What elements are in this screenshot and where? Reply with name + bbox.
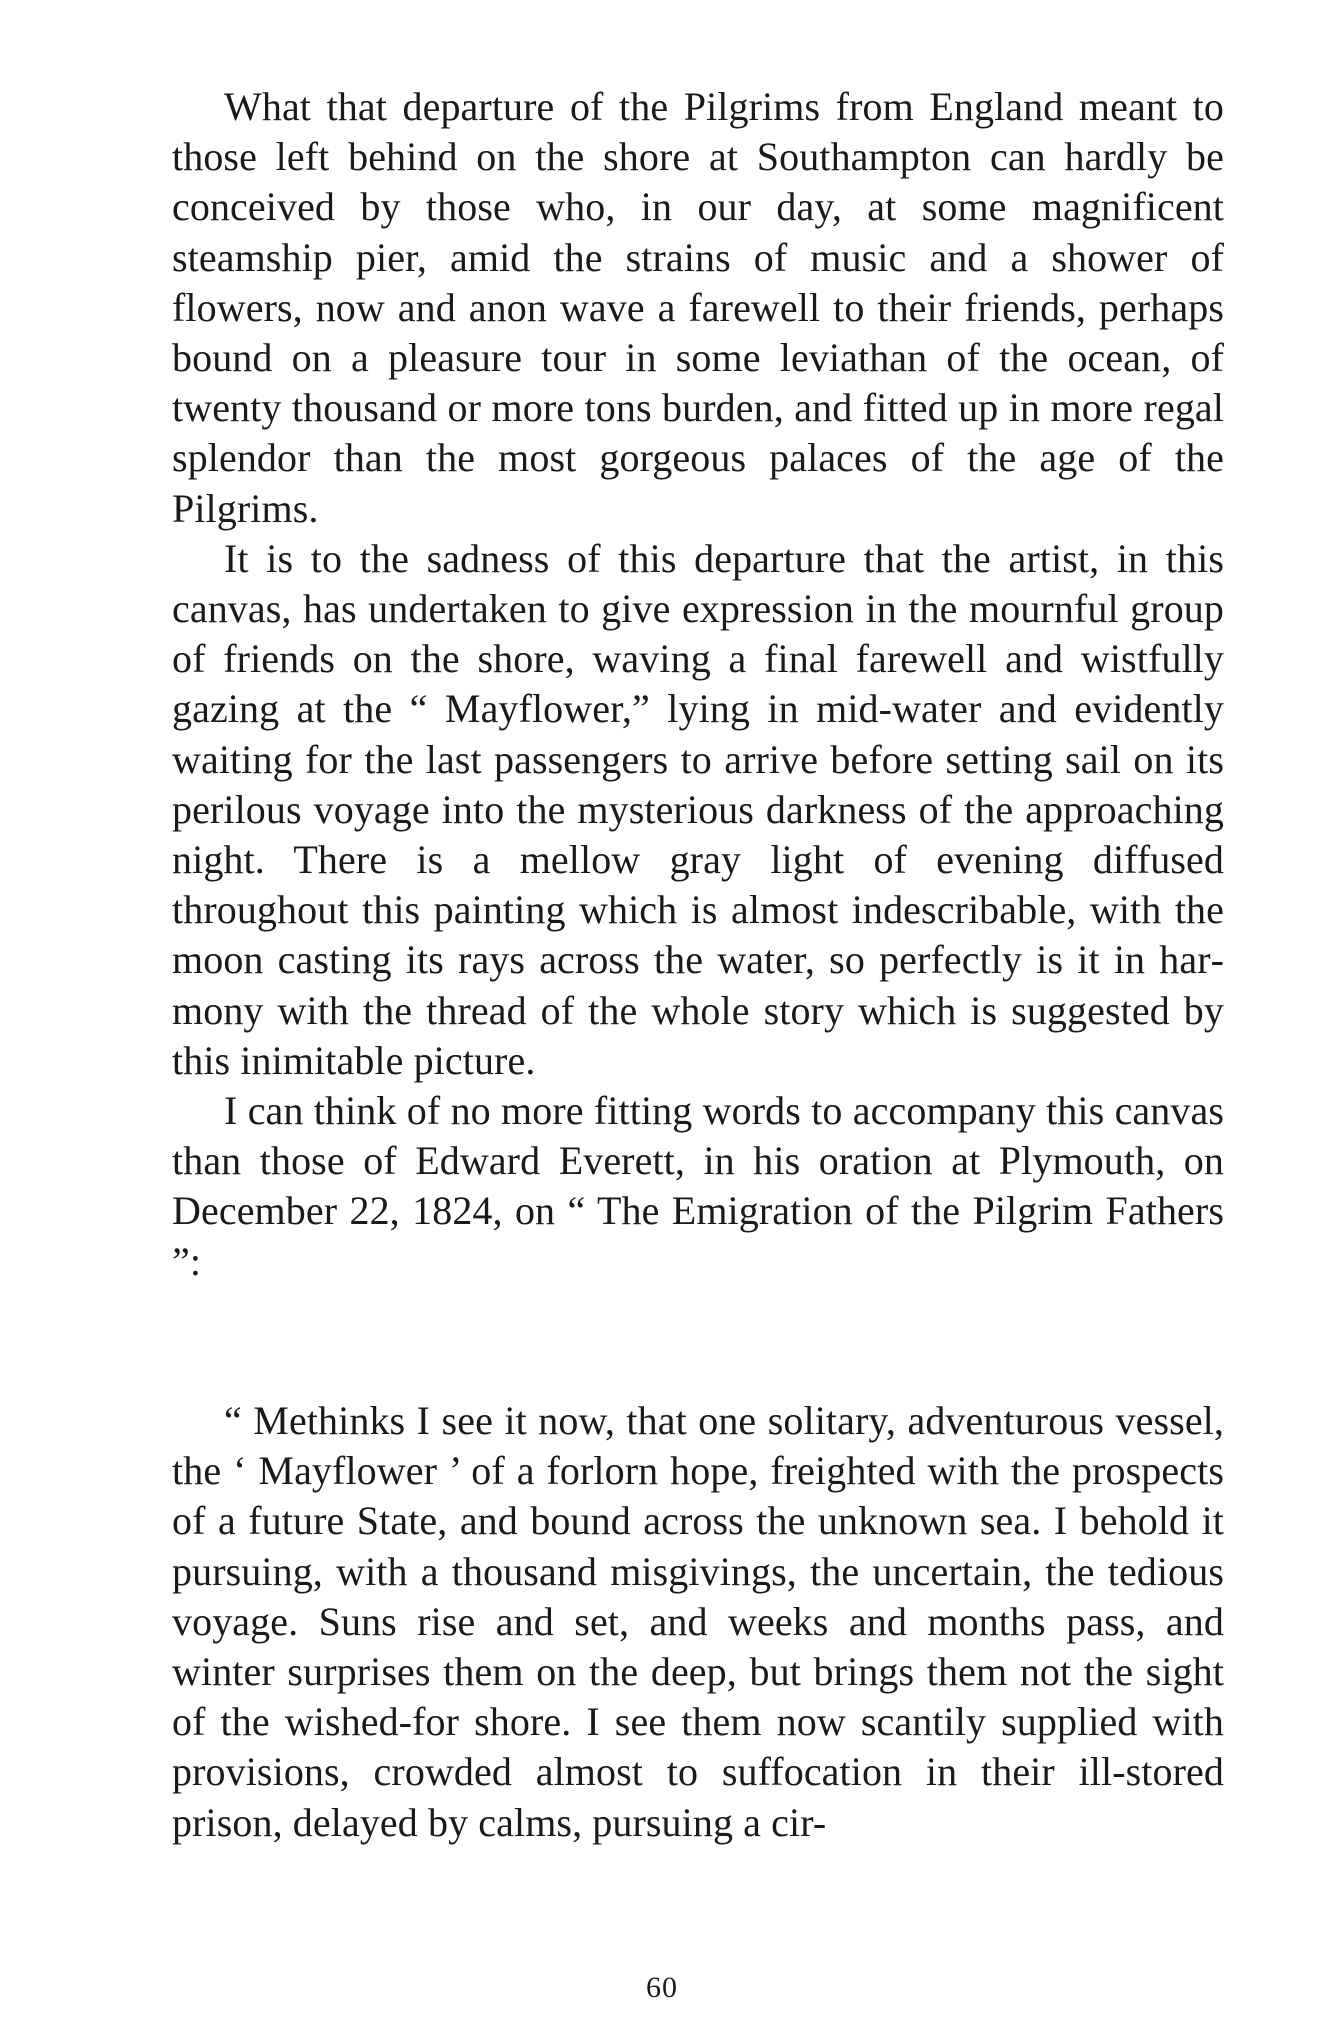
quotation-block: [172, 1396, 1224, 1848]
paragraph-everett-intro: I can think of no more fitting words to accompany this canvas than those of Edward Everett, in his oration at Plymouth, on December 22, 1824, on “ The Emigration of the Pilgrim Fathers ”:: [172, 1088, 1224, 1284]
paragraph-departure: What that departure of the Pilgrims from England meant to those left behind on the shore at Southampton can hardly be conceived by those who, in our day, at some magnificent steamship pier, amid the strains of music and a shower of flowers, now and anon wave a farewell to their friends, perhaps bound on a pleasure tour in some leviathan of the ocean, of twenty thousand or more tons burden, and fitted up in more regal splendor than the most gorgeous palaces of the age of the Pilgrims.: [172, 84, 1224, 531]
page-number: 60: [646, 1971, 678, 2004]
everett-quotation: “ Methinks I see it now, that one solitary, adventurous vessel, the ‘ Mayflower ’ of a forlorn hope, freighted with the prospects of a future State, and bound across the unknown sea. I behold it pursuing, with a thousand misgivings, the uncertain, the tedious voyage. Suns rise and set, and weeks and months pass, and winter surprises them on the deep, but brings them not the sight of the wished-for shore. I see them now scantily supplied with provisions, crowded almost to suffocation in their ill-stored prison, delayed by calms, pursuing a cir-: [172, 1398, 1224, 1845]
body-text: [172, 82, 1224, 1287]
paragraph-painting: It is to the sadness of this departure that the artist, in this canvas, has undertaken to give expression in the mournful group of friends on the shore, waving a final farewell and wistfully gazing at the “ Mayflower,” lying in mid-water and evidently waiting for the last passengers to arrive before setting sail on its perilous voyage into the mysterious darkness of the approaching night. There is a mellow gray light of evening diffused throughout this painting which is almost indescribable, with the moon casting its rays across the water, so perfectly is it in harmony with the thread of the whole story which is suggested by this inimitable picture.: [172, 535, 1224, 1083]
